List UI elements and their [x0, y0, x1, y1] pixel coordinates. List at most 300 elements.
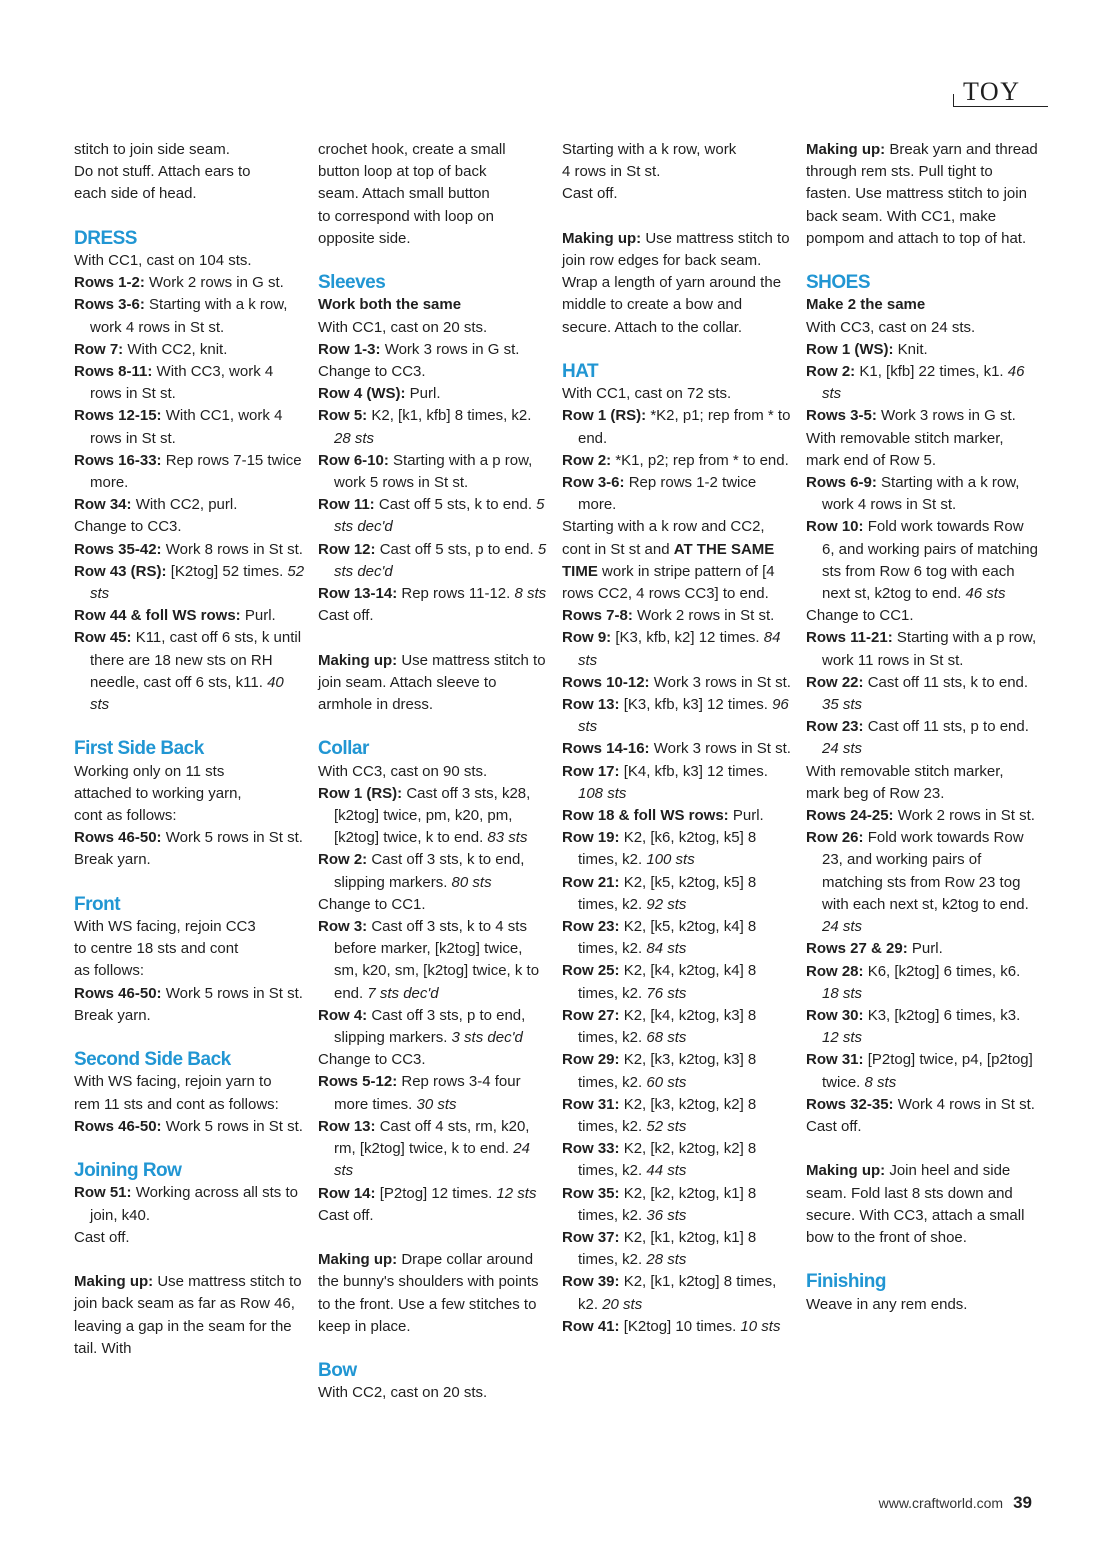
row-text: Cast off 3 sts, k28, [k2tog] twice, pm, k20, pm, [k2tog] twice, k to end. — [334, 784, 531, 847]
row-label: Row 3: — [318, 918, 368, 936]
row-text: Work 2 rows in St st. — [637, 607, 775, 625]
stitch-count: 7 sts dec'd — [367, 984, 439, 1002]
row-label: Row 10: — [806, 518, 864, 536]
row-text: With CC1, work 4 rows in St st. — [90, 407, 283, 447]
row-text: With CC1, cast on 20 sts. — [318, 318, 488, 336]
spacer — [806, 250, 1038, 272]
instruction-row — [318, 383, 550, 405]
row-text: Cast off 11 sts, k to end. — [867, 673, 1029, 691]
paragraph — [74, 916, 306, 938]
subheading: Work both the same — [318, 296, 462, 314]
row-text: Cast off 5 sts, p to end. — [379, 540, 534, 558]
row-text: With CC1, cast on 104 sts. — [74, 252, 252, 269]
stitch-count: 3 sts dec'd — [451, 1029, 523, 1047]
stitch-count: 36 sts — [646, 1206, 687, 1224]
row-text: Work 2 rows in G st. — [149, 274, 284, 292]
row-label: Rows 27 & 29: — [806, 940, 908, 958]
row-text: K2, [k4, k2tog, k4] 8 times, k2. — [578, 962, 757, 1002]
row-text: K11, cast off 6 sts, k until there are 18 new sts on RH needle, cast off 6 sts, k11. — [90, 629, 302, 691]
emphasis: AT THE SAME TIME — [562, 540, 775, 580]
row-label: Row 4: — [318, 1006, 368, 1024]
row-label: Row 2: — [318, 851, 368, 869]
instruction-row — [806, 1049, 1038, 1093]
stitch-count: 30 sts — [416, 1095, 457, 1113]
instruction-row — [318, 1071, 550, 1115]
row-text: *K2, p1; rep from * to end. — [578, 407, 791, 447]
paragraph — [318, 650, 550, 717]
instruction-row — [806, 405, 1038, 427]
row-text: K2, [k2, k2tog, k2] 8 times, k2. — [578, 1140, 757, 1180]
row-label: Row 51: — [74, 1184, 132, 1202]
paragraph — [806, 605, 1038, 627]
stitch-count: 46 sts — [822, 363, 1025, 403]
row-label: Row 22: — [806, 673, 864, 691]
column-4 — [806, 139, 1038, 1316]
paragraph — [318, 1205, 550, 1227]
instruction-row — [74, 1182, 306, 1226]
row-text: Cast off 5 sts, k to end. — [378, 496, 532, 514]
row-label: Row 9: — [562, 629, 612, 647]
row-text: [P2tog] twice, p4, [p2tog] twice. — [822, 1051, 1033, 1091]
instruction-row — [806, 672, 1038, 716]
row-label: Making up: — [318, 1251, 398, 1269]
row-text: K2, [k3, k2tog, k3] 8 times, k2. — [578, 1051, 757, 1091]
row-text: to correspond with loop on — [318, 207, 494, 225]
paragraph — [74, 849, 306, 871]
row-text: Cast off. — [806, 1117, 862, 1135]
row-text: K2, [k5, k2tog, k5] 8 times, k2. — [578, 873, 757, 913]
instruction-row — [318, 583, 550, 605]
instruction-row — [318, 405, 550, 449]
instruction-row — [74, 405, 306, 449]
row-text: Work 5 rows in St st. — [165, 984, 303, 1002]
row-text: [K3, kfb, k2] 12 times. — [615, 629, 760, 647]
heading-bow: Bow — [318, 1360, 357, 1382]
instruction-row — [562, 805, 794, 827]
row-text: Change to CC3. — [318, 363, 426, 381]
instruction-row — [562, 694, 794, 738]
paragraph — [806, 317, 1038, 339]
paragraph — [806, 1294, 1038, 1316]
row-text: With removable stitch marker, mark end of Row 5. — [806, 429, 1004, 469]
instruction-row — [806, 1005, 1038, 1049]
row-text: With CC2, knit. — [127, 340, 228, 358]
instruction-row — [562, 1183, 794, 1227]
instruction-row — [562, 761, 794, 805]
instruction-row — [74, 983, 306, 1005]
row-text: Cast off. — [74, 1228, 130, 1246]
row-text: Rep rows 11-12. — [401, 585, 511, 603]
paragraph — [74, 183, 306, 205]
row-text: K2, [k1, k2tog, k1] 8 times, k2. — [578, 1228, 757, 1269]
row-text: Work 3 rows in St st. — [653, 740, 791, 758]
instruction-row — [318, 1183, 550, 1205]
instruction-row — [74, 339, 306, 361]
row-label: Rows 5-12: — [318, 1073, 398, 1091]
row-text: Use mattress stitch to join row edges for back seam. Wrap a length of yarn around the middle to create a bow and secure. Attach to the collar. — [562, 229, 790, 336]
paragraph — [74, 516, 306, 538]
paragraph — [806, 1116, 1038, 1138]
row-label: Rows 35-42: — [74, 540, 162, 558]
row-text: K2, [k2, k2tog, k1] 8 times, k2. — [578, 1184, 757, 1224]
stitch-count: 46 sts — [965, 585, 1006, 603]
stitch-count: 10 sts — [740, 1317, 781, 1335]
row-text: Break yarn. — [74, 851, 151, 869]
row-label: Rows 10-12: — [562, 673, 650, 691]
row-label: Row 12: — [318, 540, 376, 558]
row-label: Row 31: — [806, 1051, 864, 1069]
paragraph — [74, 250, 306, 272]
stitch-count: 24 sts — [822, 918, 863, 936]
stitch-count: 100 sts — [646, 851, 695, 869]
row-text: K2, [k3, k2tog, k2] 8 times, k2. — [578, 1095, 757, 1135]
instruction-row — [562, 672, 794, 694]
row-text: Use mattress stitch to join back seam as far as Row 46, leaving a gap in the seam for the tail. With — [74, 1273, 302, 1357]
paragraph — [74, 1227, 306, 1249]
paragraph — [318, 161, 550, 183]
paragraph — [562, 516, 794, 605]
paragraph — [318, 361, 550, 383]
row-text: Work 8 rows in St st. — [165, 540, 303, 558]
row-label: Row 30: — [806, 1006, 864, 1024]
row-text: With WS facing, rejoin CC3 — [74, 918, 256, 936]
row-label: Rows 7-8: — [562, 607, 633, 625]
spacer — [74, 872, 306, 894]
row-text: [K4, kfb, k3] 12 times. — [623, 762, 768, 780]
row-text: stitch to join side seam. — [74, 141, 230, 158]
page-number: 39 — [1013, 1493, 1032, 1512]
paragraph — [74, 938, 306, 960]
row-label: Row 27: — [562, 1006, 620, 1024]
row-text: K6, [k2tog] 6 times, k6. — [867, 962, 1021, 980]
stitch-count: 18 sts — [822, 984, 863, 1002]
stitch-count: 84 sts — [578, 629, 781, 669]
instruction-row — [806, 1094, 1038, 1116]
row-label: Rows 3-6: — [74, 296, 145, 314]
row-text: Cast off 4 sts, rm, k20, rm, [k2tog] twice, k to end. — [334, 1117, 530, 1158]
row-text: Starting with a k row, work — [562, 141, 737, 158]
heading-joining-row: Joining Row — [74, 1160, 182, 1182]
row-text: Work 3 rows in G st. — [881, 407, 1016, 425]
spacer — [318, 627, 550, 649]
spacer — [318, 250, 550, 272]
stitch-count: 76 sts — [646, 984, 687, 1002]
row-label: Row 21: — [562, 873, 620, 891]
paragraph — [318, 1382, 550, 1404]
instruction-row — [562, 605, 794, 627]
row-text: Rep rows 3-4 four more times. — [334, 1073, 521, 1113]
row-text: 4 rows in St st. — [562, 163, 661, 181]
heading-finishing: Finishing — [806, 1271, 886, 1293]
row-label: Rows 12-15: — [74, 407, 162, 425]
paragraph — [74, 960, 306, 982]
paragraph — [562, 161, 794, 183]
row-text: With CC1, cast on 72 sts. — [562, 385, 732, 403]
heading-first-side-back: First Side Back — [74, 738, 204, 760]
paragraph — [74, 161, 306, 183]
row-text: Cast off 3 sts, p to end, slipping markers. — [334, 1006, 526, 1047]
paragraph — [318, 1049, 550, 1071]
row-text: Change to CC3. — [74, 518, 182, 536]
instruction-row — [562, 405, 794, 449]
instruction-row — [562, 627, 794, 671]
row-text: Starting with a k row, work 4 rows in St st. — [822, 474, 1020, 514]
instruction-row — [318, 1116, 550, 1183]
row-text: each side of head. — [74, 185, 197, 203]
paragraph — [318, 317, 550, 339]
paragraph — [74, 139, 306, 161]
instruction-row — [318, 339, 550, 361]
instruction-row — [806, 472, 1038, 516]
row-text: [K2tog] 52 times. — [170, 562, 284, 580]
paragraph — [562, 183, 794, 205]
stitch-count: 52 sts — [90, 562, 305, 603]
row-label: Row 43 (RS): — [74, 562, 167, 580]
row-text: K1, [kfb] 22 times, k1. — [859, 363, 1004, 381]
paragraph — [318, 761, 550, 783]
column-3 — [562, 139, 794, 1338]
row-text: With removable stitch marker, mark beg of Row 23. — [806, 762, 1004, 802]
paragraph — [74, 783, 306, 805]
instruction-row — [318, 539, 550, 583]
row-text: seam. Attach small button — [318, 185, 490, 203]
row-label: Row 41: — [562, 1317, 620, 1335]
instruction-row — [74, 1116, 306, 1138]
instruction-row — [74, 561, 306, 605]
row-label: Rows 1-2: — [74, 274, 145, 292]
row-text: With CC2, cast on 20 sts. — [318, 1384, 488, 1402]
row-label: Rows 14-16: — [562, 740, 650, 758]
instruction-row — [318, 783, 550, 850]
row-text: With CC3, cast on 24 sts. — [806, 318, 976, 336]
stitch-count: 108 sts — [578, 784, 627, 802]
instruction-row — [806, 961, 1038, 1005]
row-label: Row 23: — [806, 718, 864, 736]
heading-hat: HAT — [562, 361, 599, 382]
instruction-row — [74, 605, 306, 627]
instruction-row — [318, 916, 550, 1005]
row-text: to centre 18 sts and cont — [74, 940, 239, 958]
row-label: Row 7: — [74, 340, 124, 358]
row-label: Making up: — [318, 651, 398, 669]
row-text: Work 5 rows in St st. — [165, 829, 303, 847]
instruction-row — [74, 272, 306, 294]
stitch-count: 8 sts — [864, 1073, 897, 1091]
row-label: Row 3-6: — [562, 474, 625, 492]
row-text: K2, [k6, k2tog, k5] 8 times, k2. — [578, 829, 757, 869]
spacer — [74, 716, 306, 738]
stitch-count: 44 sts — [646, 1162, 687, 1180]
row-label: Rows 46-50: — [74, 984, 162, 1002]
paragraph — [318, 1249, 550, 1338]
heading-shoes: SHOES — [806, 272, 871, 294]
spacer — [562, 339, 794, 361]
row-text: rem 11 sts and cont as follows: — [74, 1095, 279, 1113]
row-text: *K1, p2; rep from * to end. — [615, 451, 789, 469]
instruction-row — [74, 627, 306, 716]
stitch-count: 5 sts dec'd — [334, 540, 547, 580]
spacer — [318, 1338, 550, 1360]
instruction-row — [562, 450, 794, 472]
row-text: work in stripe pattern of [4 rows CC2, 4 rows CC3] to end. — [562, 562, 775, 603]
row-label: Row 31: — [562, 1095, 620, 1113]
instruction-row — [806, 827, 1038, 938]
row-label: Row 4 (WS): — [318, 385, 406, 403]
row-text: Knit. — [897, 340, 928, 358]
row-label: Row 6-10: — [318, 451, 389, 469]
stitch-count: 12 sts — [496, 1184, 537, 1202]
row-label: Row 2: — [806, 363, 856, 381]
paragraph — [318, 228, 550, 250]
paragraph — [806, 1160, 1038, 1249]
row-text: Fold work towards Row 6, and working pairs of matching sts from Row 6 tog with each next st, k2tog to end. — [822, 518, 1038, 603]
paragraph — [318, 206, 550, 228]
heading-second-side-back: Second Side Back — [74, 1049, 231, 1071]
row-label: Row 35: — [562, 1184, 620, 1202]
spacer — [74, 1249, 306, 1271]
row-text: Fold work towards Row 23, and working pairs of matching sts from Row 23 tog with each next st, k2tog to end. — [822, 829, 1029, 913]
paragraph — [562, 383, 794, 405]
row-text: Change to CC1. — [318, 895, 426, 913]
row-label: Row 29: — [562, 1051, 620, 1069]
section-tag-label: TOY — [963, 77, 1021, 106]
row-text: [P2tog] 12 times. — [379, 1184, 493, 1202]
row-label: Rows 11-21: — [806, 629, 893, 647]
row-label: Row 37: — [562, 1228, 620, 1246]
paragraph — [74, 1271, 306, 1360]
stitch-count: 96 sts — [578, 696, 789, 736]
paragraph — [562, 139, 794, 161]
row-label: Row 28: — [806, 962, 864, 980]
row-text: [K2tog] 10 times. — [623, 1317, 737, 1335]
row-label: Row 33: — [562, 1140, 620, 1158]
stitch-count: 80 sts — [451, 873, 492, 891]
instruction-row — [562, 1094, 794, 1138]
spacer — [74, 206, 306, 228]
stitch-count: 8 sts — [514, 585, 547, 603]
spacer — [74, 1138, 306, 1160]
heading-front: Front — [74, 893, 121, 915]
instruction-row — [562, 1138, 794, 1182]
row-label: Row 39: — [562, 1273, 620, 1291]
row-text: attached to working yarn, — [74, 784, 242, 802]
row-text: K2, [k4, k2tog, k3] 8 times, k2. — [578, 1006, 757, 1047]
stitch-count: 24 sts — [334, 1140, 530, 1180]
instruction-row — [318, 1005, 550, 1049]
spacer — [74, 1027, 306, 1049]
instruction-row — [74, 539, 306, 561]
stitch-count: 60 sts — [646, 1073, 687, 1091]
instruction-row — [74, 494, 306, 516]
stitch-count: 28 sts — [334, 429, 375, 447]
column-1 — [74, 139, 306, 1360]
stitch-count: 83 sts — [487, 829, 528, 847]
row-text: [K3, kfb, k3] 12 times. — [623, 696, 768, 714]
spacer — [562, 206, 794, 228]
paragraph — [318, 894, 550, 916]
row-label: Making up: — [806, 141, 886, 158]
row-text: K3, [k2tog] 6 times, k3. — [867, 1006, 1021, 1024]
row-label: Rows 16-33: — [74, 451, 162, 469]
stitch-count: 84 sts — [646, 940, 687, 958]
instruction-row — [806, 805, 1038, 827]
row-label: Row 1 (RS): — [562, 407, 647, 425]
instruction-row — [806, 339, 1038, 361]
row-text: K2, [k5, k2tog, k4] 8 times, k2. — [578, 918, 757, 958]
instruction-row — [562, 1049, 794, 1093]
row-text: With CC2, purl. — [135, 496, 238, 514]
row-label: Row 19: — [562, 829, 620, 847]
row-label: Row 13-14: — [318, 585, 398, 603]
row-text: Purl. — [911, 940, 943, 958]
row-label: Rows 32-35: — [806, 1095, 894, 1113]
row-text: Use mattress stitch to join seam. Attach sleeve to armhole in dress. — [318, 651, 546, 714]
paragraph — [74, 761, 306, 783]
row-text: Starting with a k row, work 4 rows in St st. — [90, 296, 288, 336]
instruction-row — [806, 627, 1038, 671]
instruction-row — [562, 827, 794, 871]
heading-sleeves: Sleeves — [318, 272, 386, 294]
row-label: Row 25: — [562, 962, 620, 980]
row-text: Change to CC3. — [318, 1051, 426, 1069]
row-label: Row 13: — [562, 696, 620, 714]
row-label: Row 1 (WS): — [806, 340, 894, 358]
row-text: Starting with a k row and CC2, cont in St st and — [562, 518, 765, 558]
row-text: Starting with a p row, work 11 rows in St st. — [822, 629, 1037, 669]
row-text: Work 3 rows in St st. — [653, 673, 791, 691]
row-text: With WS facing, rejoin yarn to — [74, 1073, 272, 1091]
footer-url: www.craftworld.com — [878, 1495, 1004, 1511]
row-text: Change to CC1. — [806, 607, 914, 625]
row-text: crochet hook, create a small — [318, 141, 506, 158]
row-text: cont as follows: — [74, 807, 177, 825]
paragraph — [74, 1005, 306, 1027]
paragraph — [318, 183, 550, 205]
instruction-row — [806, 938, 1038, 960]
paragraph — [562, 228, 794, 339]
paragraph — [74, 1071, 306, 1093]
row-text: Working across all sts to join, k40. — [90, 1184, 298, 1224]
row-text: Working only on 11 sts — [74, 762, 225, 780]
instruction-row — [562, 1005, 794, 1049]
row-text: Cast off 11 sts, p to end. — [867, 718, 1029, 736]
instruction-row — [562, 1316, 794, 1338]
row-label: Making up: — [74, 1273, 154, 1291]
paragraph — [318, 139, 550, 161]
row-text: Purl. — [732, 807, 764, 825]
row-label: Row 2: — [562, 451, 612, 469]
stitch-count: 5 sts dec'd — [334, 496, 545, 536]
row-text: With CC3, work 4 rows in St st. — [90, 363, 274, 403]
row-label: Row 45: — [74, 629, 132, 647]
row-label: Making up: — [562, 229, 642, 247]
row-label: Rows 6-9: — [806, 474, 877, 492]
instruction-row — [562, 738, 794, 760]
row-label: Row 18 & foll WS rows: — [562, 807, 729, 825]
column-2 — [318, 139, 550, 1405]
instruction-row — [74, 361, 306, 405]
row-text: Work 4 rows in St st. — [897, 1095, 1035, 1113]
row-label: Row 26: — [806, 829, 864, 847]
row-text: Do not stuff. Attach ears to — [74, 163, 251, 181]
row-label: Row 1 (RS): — [318, 784, 403, 802]
spacer — [318, 1227, 550, 1249]
stitch-count: 92 sts — [646, 895, 687, 913]
row-text: K2, [k1, k2tog] 8 times, k2. — [578, 1273, 777, 1313]
stitch-count: 24 sts — [822, 740, 863, 758]
subheading: Make 2 the same — [806, 296, 926, 314]
stitch-count: 68 sts — [646, 1029, 687, 1047]
